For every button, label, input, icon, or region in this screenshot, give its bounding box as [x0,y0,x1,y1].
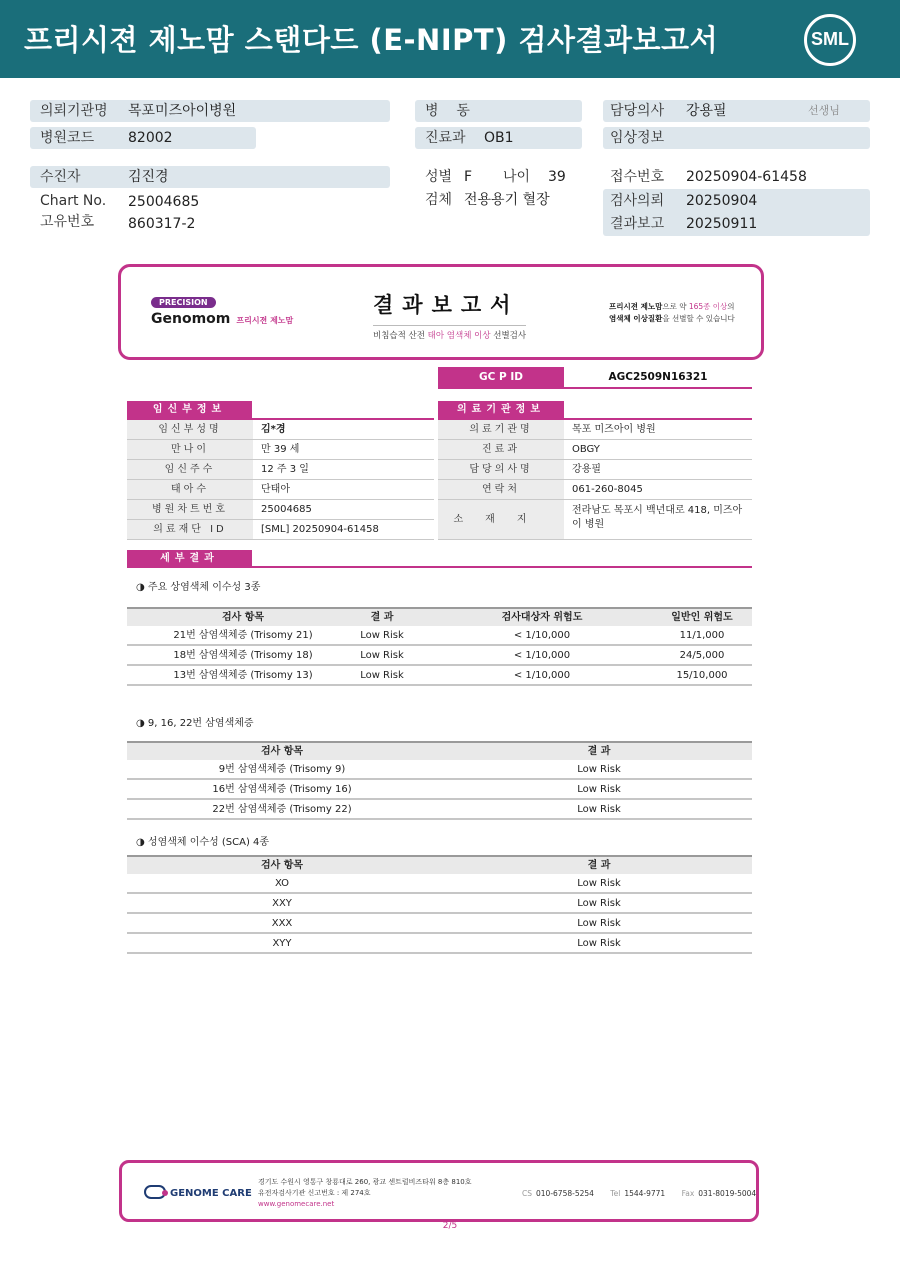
pregnant-info-value: 단태아 [261,484,290,495]
sex-value: F [464,169,473,185]
table-cell: 22번 삼염색체증 (Trisomy 22) [212,804,352,815]
pregnant-info-label: 의료재단 ID [127,520,253,539]
detail-section-tab: 세부결과 [127,550,252,568]
patient-value: 김진경 [128,169,169,185]
trisomy-result-row [127,800,752,820]
specimen-label: 검체 [425,192,453,208]
department-label: 진료과 [425,130,466,146]
institution-info-value: 강용필 [572,464,601,475]
footer-address [258,1177,472,1210]
pregnant-info-label: 임신주수 [127,460,253,479]
table-cell: XXX [271,918,293,929]
institution-info-label: 진료과 [438,440,564,459]
pregnant-info-row [127,480,434,500]
requested-value: 20250904 [686,193,758,209]
institution-info-row [438,420,752,440]
tagline-bold: 염색체 이상질환 [609,314,663,323]
subtitle-highlight: 태아 염색체 이상 [427,331,491,341]
subtitle-part: 비침습적 산전 [373,331,428,341]
report-header-card [118,264,764,360]
table-cell: < 1/10,000 [513,630,571,641]
page-title: 프리시젼 제노맘 스탠다드 (E-NIPT) 검사결과보고서 [24,23,719,57]
precision-badge: PRECISION [151,297,216,308]
detail-section-line [127,566,752,568]
table-cell: 21번 삼염색체증 (Trisomy 21) [173,630,313,641]
sml-logo [804,14,856,66]
pregnant-info-value: 25004685 [261,504,312,515]
table-cell: 18번 삼염색체증 (Trisomy 18) [173,650,313,661]
address-line: 경기도 수원시 영통구 창룡대로 260, 광교 센트럴비즈타워 8층 810호 [258,1178,472,1186]
page-number: 2/5 [442,1221,458,1231]
institution-section-tab: 의료기관정보 [438,401,564,419]
address-label: 소재지 [438,500,564,539]
doctor-label: 담당의사 [610,103,665,119]
table-cell: < 1/10,000 [513,670,571,681]
subtitle-part: 선별검사 [490,331,527,341]
table-cell: XXY [272,898,292,909]
trisomy-result-row [127,760,752,780]
institution-info-value: 061-260-8045 [572,484,643,495]
tagline-highlight: 165종 이상 [688,302,728,311]
institution-info-value: OBGY [572,444,600,455]
tagline-bold: 프리시젼 제노맘 [609,302,663,311]
receipt-value: 20250904-61458 [686,169,807,185]
column-header: 검사 항목 [260,860,304,871]
receipt-label: 접수번호 [610,169,665,185]
institution-info-label: 연락처 [438,480,564,499]
column-header: 결 과 [587,860,611,871]
id-label: 고유번호 [40,214,95,230]
table-cell: XO [274,878,290,889]
patient-label: 수진자 [40,169,81,185]
sca-result-row [127,914,752,934]
pregnant-info-label: 태아수 [127,480,253,499]
sex-label: 성별 [425,169,453,185]
column-header: 결 과 [370,612,394,623]
main-aneuploidy-heading: ◑ 주요 상염색체 이수성 3종 [136,582,261,593]
cs-number: 010-6758-5254 [536,1189,594,1198]
table-cell: 24/5,000 [679,650,725,661]
reported-value: 20250911 [686,216,758,232]
pregnant-info-row [127,440,434,460]
hospital-code-label: 병원코드 [40,130,95,146]
hospital-code-value: 82002 [128,130,173,146]
tagline-text: 의 [727,302,735,311]
column-header: 결 과 [587,746,611,757]
table-cell: Low Risk [577,938,621,949]
main-result-row [127,646,752,666]
address-row [438,500,752,540]
header-bar [0,0,900,78]
sca-result-row [127,894,752,914]
doctor-suffix: 선생님 [808,104,840,117]
table-cell: 15/10,000 [676,670,728,681]
genome-care-logo [144,1185,252,1199]
column-header: 검사 항목 [260,746,304,757]
tagline-text: 으로 약 [662,302,689,311]
cs-label: CS [522,1189,532,1198]
footer-contact [522,1189,756,1198]
report-tagline [609,301,735,325]
institution-info-label: 담당의사명 [438,460,564,479]
pregnant-info-label: 만나이 [127,440,253,459]
specimen-value: 전용용기 혈장 [464,192,550,208]
table-cell: Low Risk [577,918,621,929]
requested-label: 검사의뢰 [610,193,665,209]
pregnant-info-row [127,520,434,540]
chart-label: Chart No. [40,193,107,209]
gcp-id-row [438,367,752,389]
address-value [572,504,742,532]
column-header: 검사 항목 [221,612,265,623]
table-cell: Low Risk [360,630,404,641]
age-label: 나이 [503,169,531,185]
institution-info-row [438,440,752,460]
table-cell: Low Risk [577,764,621,775]
footer-card [119,1160,759,1222]
doctor-value: 강용필 [686,103,727,119]
fax-label: Fax [681,1189,695,1198]
ward-label: 병 동 [425,103,470,119]
table-cell: Low Risk [360,670,404,681]
fax-number: 031-8019-5004 [698,1189,757,1198]
table-header [127,741,752,760]
pregnant-info-label: 병원차트번호 [127,500,253,519]
address-line: 이 병원 [572,519,605,530]
report-subtitle [373,325,526,341]
report-title: 결과보고서 [373,293,520,317]
company-name: GENOME CARE [170,1188,252,1199]
table-cell: 16번 삼염색체증 (Trisomy 16) [212,784,352,795]
table-cell: 13번 삼염색체증 (Trisomy 13) [173,670,313,681]
table-header [127,607,752,626]
institution-value: 목포미즈아이병원 [128,103,237,119]
id-value: 860317-2 [128,216,196,232]
main-result-row [127,666,752,686]
institution-label: 의뢰기관명 [40,103,108,119]
license-line: 유전자검사기관 신고번호 : 제 274호 [258,1189,371,1197]
brand-name: Genomom [151,311,231,327]
table-cell: Low Risk [577,784,621,795]
institution-info-row [438,460,752,480]
genome-care-mark-icon [144,1185,166,1199]
table-cell: Low Risk [577,804,621,815]
brand-sub: 프리시젼 제노맘 [236,316,294,325]
sca-result-row [127,934,752,954]
age-value: 39 [548,169,566,185]
gcp-id-value: AGC2509N16321 [608,371,708,383]
tel-number: 1544-9771 [624,1189,666,1198]
pregnant-info-value: 김*경 [261,424,286,435]
sca-result-row [127,874,752,894]
gcp-id-label: GC P ID [438,367,564,387]
department-value: OB1 [484,130,514,146]
website-link[interactable]: www.genomecare.net [258,1200,335,1208]
column-header: 일반인 위험도 [671,612,733,623]
pregnant-info-value: 만 39 세 [261,444,300,455]
table-cell: Low Risk [577,878,621,889]
tagline-text: 을 선별할 수 있습니다 [662,314,735,323]
column-header: 검사대상자 위험도 [501,612,583,623]
institution-info-row [438,480,752,500]
genomom-logo [151,311,293,327]
table-cell: Low Risk [577,898,621,909]
patient-box [30,166,390,188]
reported-label: 결과보고 [610,216,665,232]
trisomy-result-row [127,780,752,800]
table-cell: 11/1,000 [679,630,725,641]
chart-value: 25004685 [128,194,200,210]
sml-logo-text: SML [811,29,849,49]
institution-info-value: 목포 미즈아이 병원 [572,424,656,435]
table-cell: XYY [272,938,292,949]
pregnant-info-row [127,420,434,440]
address-line: 전라남도 목포시 백년대로 418, 미즈아 [572,505,743,516]
table-header [127,855,752,874]
pregnant-info-label: 임신부성명 [127,420,253,439]
trisomy-9-16-22-heading: ◑ 9, 16, 22번 삼염색체증 [136,718,254,729]
table-cell: Low Risk [360,650,404,661]
main-result-row [127,626,752,646]
table-cell: 9번 삼염색체증 (Trisomy 9) [218,764,346,775]
pregnant-info-row [127,460,434,480]
institution-info-label: 의료기관명 [438,420,564,439]
pregnant-section-tab: 임신부정보 [127,401,252,419]
pregnant-info-value: 12 주 3 일 [261,464,309,475]
table-cell: < 1/10,000 [513,650,571,661]
pregnant-info-value: [SML] 20250904-61458 [261,524,379,535]
clinical-label: 임상정보 [610,130,665,146]
tel-label: Tel [610,1189,621,1198]
pregnant-info-row [127,500,434,520]
sca-heading: ◑ 성염색체 이수성 (SCA) 4종 [136,837,270,848]
